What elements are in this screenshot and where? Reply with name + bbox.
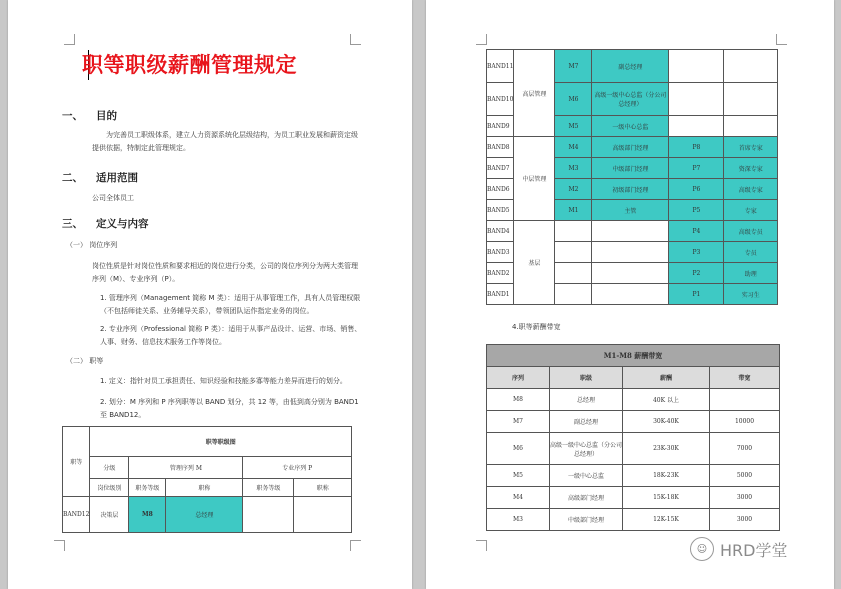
- level-subheader: 岗位级别: [90, 479, 129, 497]
- band-column-header: 职等: [63, 427, 90, 497]
- grade-division-text[interactable]: 2. 划分：M 序列和 P 序列职等以 BAND 划分，共 12 等，由低到高分别为 BAND1 至 BAND12。: [100, 398, 359, 419]
- ptitle-cell: 助理: [724, 263, 778, 284]
- pgrade-cell: P4: [669, 221, 724, 242]
- wechat-logo-icon: ☺: [690, 537, 714, 561]
- pgrade-cell: P8: [669, 137, 724, 158]
- section-number: 三、: [62, 218, 83, 230]
- title-cell: 主管: [592, 200, 669, 221]
- salary-seq-cell: M7: [487, 411, 550, 433]
- salary-row: [487, 465, 780, 487]
- grade-cell: [555, 284, 592, 305]
- title-cell: 高级部门经理: [592, 137, 669, 158]
- band-table-title: 职等职级图: [90, 427, 352, 457]
- grade-cell: M3: [555, 158, 592, 179]
- document-title[interactable]: 职等职级薪酬管理规定: [82, 53, 297, 77]
- band-cell: BAND6: [487, 179, 514, 200]
- grade-cell: M6: [555, 83, 592, 116]
- section-number: 二、: [62, 172, 83, 184]
- salary-pay-cell: 18K-23K: [623, 465, 710, 487]
- section-heading-purpose: [62, 108, 117, 123]
- salary-seq-cell: M4: [487, 487, 550, 509]
- pgrade-cell: P7: [669, 158, 724, 179]
- watermark-text: HRD学堂: [720, 540, 788, 560]
- grade-cell: M8: [129, 497, 166, 533]
- title-cell: 总经理: [166, 497, 243, 533]
- salary-pay-cell: 15K-18K: [623, 487, 710, 509]
- salary-row: [487, 389, 780, 411]
- salary-width-cell: 3000: [710, 487, 780, 509]
- band-row: [487, 221, 778, 242]
- grade-cell: M1: [555, 200, 592, 221]
- salary-band-table: [486, 344, 780, 531]
- document-page-left: [8, 0, 412, 589]
- title-cell: [592, 242, 669, 263]
- band-table-part2: [486, 49, 778, 305]
- salary-row: [487, 433, 780, 465]
- title-cell: 副总经理: [592, 50, 669, 83]
- salary-seq-cell: M3: [487, 509, 550, 531]
- crop-mark: [350, 540, 361, 551]
- salary-width-cell: 5000: [710, 465, 780, 487]
- level-cell: 决策层: [90, 497, 129, 533]
- salary-job-cell: 高级部门经理: [550, 487, 623, 509]
- band-row: [487, 137, 778, 158]
- crop-mark: [776, 34, 787, 45]
- title-cell: [592, 263, 669, 284]
- section-title: 定义与内容: [96, 218, 149, 230]
- band-cell: BAND12: [63, 497, 90, 533]
- document-page-right: [426, 0, 834, 589]
- mgmt-sequence-header: 管理序列 M: [129, 457, 243, 479]
- band-row: [487, 50, 778, 83]
- salary-seq-cell: M5: [487, 465, 550, 487]
- sequence-intro-text[interactable]: 岗位性质是针对岗位性质和要求相近的岗位进行分类，公司的岗位序列分为两大类管理序列（M）、专业序列（P）。: [92, 262, 358, 283]
- ptitle-cell: 专员: [724, 242, 778, 263]
- subsection-grade: （二） 职等: [66, 357, 104, 365]
- ptitle-cell: [724, 116, 778, 137]
- pgrade-subheader: 职务等级: [243, 479, 294, 497]
- salary-job-cell: 总经理: [550, 389, 623, 411]
- pgrade-cell: [669, 116, 724, 137]
- pgrade-cell: [669, 50, 724, 83]
- ptitle-cell: 实习生: [724, 284, 778, 305]
- band-cell: BAND8: [487, 137, 514, 158]
- band-table-part1: [62, 426, 352, 533]
- pgrade-cell: [243, 497, 294, 533]
- scope-text[interactable]: 公司全体员工: [92, 194, 134, 202]
- ptitle-cell: 资深专家: [724, 158, 778, 179]
- band-cell: BAND4: [487, 221, 514, 242]
- crop-mark: [64, 34, 75, 45]
- title-cell: 一级中心总监: [592, 116, 669, 137]
- sequence-item-management[interactable]: 1. 管理序列（Management 简称 M 类）：适用于从事管理工作，具有人员管理权限（不包括师徒关系、业务辅导关系），带领团队运作指定业务的岗位。: [100, 294, 361, 315]
- grade-cell: M7: [555, 50, 592, 83]
- grade-cell: [555, 221, 592, 242]
- title-cell: 中级部门经理: [592, 158, 669, 179]
- ptitle-cell: 首席专家: [724, 137, 778, 158]
- salary-seq-cell: M6: [487, 433, 550, 465]
- crop-mark: [476, 540, 487, 551]
- level-group-cell: 基层: [514, 221, 555, 305]
- crop-mark: [350, 34, 361, 45]
- purpose-text[interactable]: 为完善员工职级体系，建立人力资源系统化层级结构，为员工职业发展和薪资定级提供依据，特制定此管理规定。: [92, 131, 358, 152]
- salary-row: [487, 509, 780, 531]
- salary-pay-cell: 40K 以上: [623, 389, 710, 411]
- watermark: [690, 537, 787, 561]
- grade-cell: [555, 263, 592, 284]
- grade-subheader: 职务等级: [129, 479, 166, 497]
- width-header: 带宽: [710, 367, 780, 389]
- band-cell: BAND10: [487, 83, 514, 116]
- band-cell: BAND11: [487, 50, 514, 83]
- grade-definition-text[interactable]: 1. 定义：指针对员工承担责任、知识经验和技能多寡等能力差异而进行的划分。: [100, 377, 347, 385]
- section-title: 适用范围: [96, 172, 138, 184]
- band-cell: BAND1: [487, 284, 514, 305]
- crop-mark: [54, 540, 65, 551]
- ptitle-cell: [724, 83, 778, 116]
- salary-row: [487, 487, 780, 509]
- band-cell: BAND3: [487, 242, 514, 263]
- salary-pay-cell: 23K-30K: [623, 433, 710, 465]
- band-cell: BAND7: [487, 158, 514, 179]
- subsection-position-sequence: （一） 岗位序列: [66, 241, 118, 249]
- band-cell: BAND5: [487, 200, 514, 221]
- pgrade-cell: [669, 83, 724, 116]
- ptitle-cell: 高级专员: [724, 221, 778, 242]
- salary-section-label: 4.职等薪酬带宽: [512, 323, 561, 331]
- pgrade-cell: P3: [669, 242, 724, 263]
- pay-header: 薪酬: [623, 367, 710, 389]
- salary-width-cell: 3000: [710, 509, 780, 531]
- pgrade-cell: P2: [669, 263, 724, 284]
- salary-job-cell: 高级一级中心总监（分公司总经理）: [550, 433, 623, 465]
- salary-job-cell: 一级中心总监: [550, 465, 623, 487]
- crop-mark: [476, 34, 487, 45]
- section-heading-definition: [62, 216, 149, 231]
- salary-pay-cell: 30K-40K: [623, 411, 710, 433]
- band-cell: BAND9: [487, 116, 514, 137]
- title-cell: 初级部门经理: [592, 179, 669, 200]
- salary-seq-cell: M8: [487, 389, 550, 411]
- section-title: 目的: [96, 110, 117, 122]
- seq-header: 序列: [487, 367, 550, 389]
- salary-pay-cell: 12K-15K: [623, 509, 710, 531]
- title-cell: [592, 284, 669, 305]
- ptitle-cell: [724, 50, 778, 83]
- ptitle-subheader: 职称: [294, 479, 352, 497]
- title-cell: [592, 221, 669, 242]
- job-header: 职级: [550, 367, 623, 389]
- ptitle-cell: 高级专家: [724, 179, 778, 200]
- ptitle-cell: 专家: [724, 200, 778, 221]
- grade-cell: [555, 242, 592, 263]
- class-header: 分级: [90, 457, 129, 479]
- section-heading-scope: [62, 170, 138, 185]
- pgrade-cell: P1: [669, 284, 724, 305]
- section-number: 一、: [62, 110, 83, 122]
- grade-cell: M4: [555, 137, 592, 158]
- grade-cell: M2: [555, 179, 592, 200]
- ptitle-cell: [294, 497, 352, 533]
- sequence-item-professional[interactable]: 2. 专业序列（Professional 简称 P 类）：适用于从事产品设计、运营、市场、销售、人事、财务、信息技术服务工作等岗位。: [100, 325, 362, 346]
- pgrade-cell: P5: [669, 200, 724, 221]
- salary-table-title: M1-M8 薪酬带宽: [487, 345, 780, 367]
- title-cell: 高级一级中心总监（分公司总经理）: [592, 83, 669, 116]
- band-cell: BAND2: [487, 263, 514, 284]
- salary-width-cell: 7000: [710, 433, 780, 465]
- salary-job-cell: 中级部门经理: [550, 509, 623, 531]
- title-subheader: 职称: [166, 479, 243, 497]
- salary-job-cell: 副总经理: [550, 411, 623, 433]
- level-group-cell: 高层管理: [514, 50, 555, 137]
- prof-sequence-header: 专业序列 P: [243, 457, 352, 479]
- level-group-cell: 中层管理: [514, 137, 555, 221]
- salary-row: [487, 411, 780, 433]
- grade-cell: M5: [555, 116, 592, 137]
- salary-width-cell: 10000: [710, 411, 780, 433]
- salary-width-cell: [710, 389, 780, 411]
- pgrade-cell: P6: [669, 179, 724, 200]
